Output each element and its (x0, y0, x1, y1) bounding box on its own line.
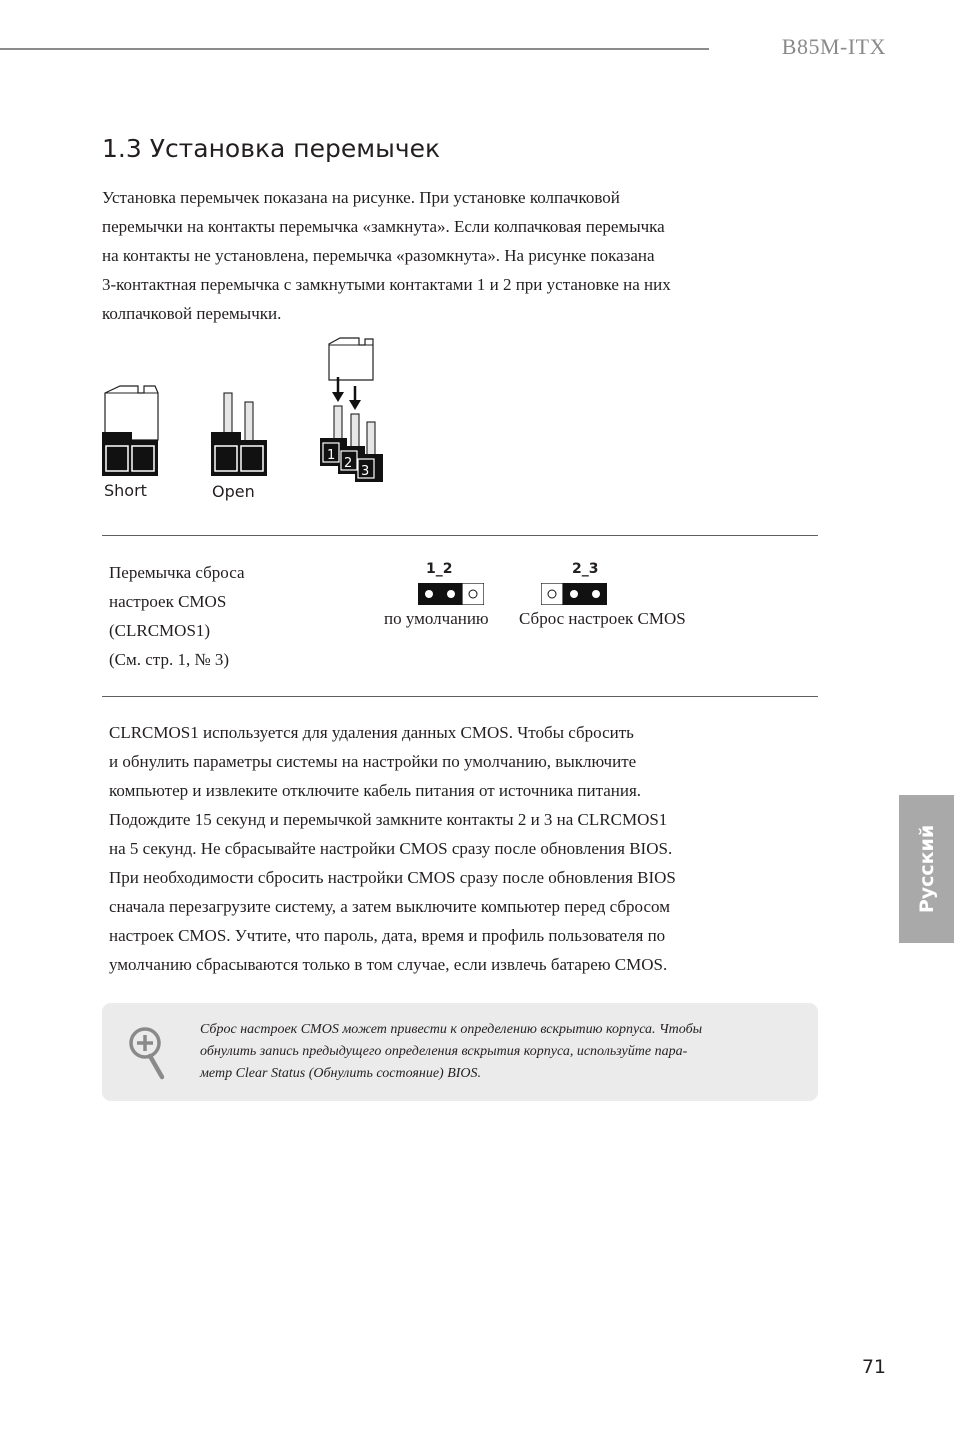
body-line: компьютер и извлеките отключите кабель питания от источника питания. (109, 781, 642, 800)
jumper-name (109, 558, 245, 674)
header-rule (0, 48, 709, 50)
pin-number-1: 1 (327, 448, 336, 463)
page-number: 71 (861, 1356, 886, 1378)
body-line: сначала перезагрузите систему, а затем выключите компьютер перед сбросом (109, 897, 670, 916)
body-line: Подождите 15 секунд и перемычкой замкните контакты 2 и 3 на CLRCMOS1 (109, 810, 668, 829)
intro-line: Установка перемычек показана на рисунке. При установке колпачковой (102, 188, 620, 207)
table-top-rule (102, 535, 818, 536)
intro-line: на контакты не установлена, перемычка «разомкнута». На рисунке показана (102, 246, 655, 265)
jumper-illustration (95, 330, 395, 505)
body-line: на 5 секунд. Не сбрасывайте настройки CMOS сразу после обновления BIOS. (109, 839, 673, 858)
three-pin-jumper (320, 338, 383, 482)
note-line: Сброс настроек CMOS может привести к определению вскрытию корпуса. Чтобы (200, 1022, 703, 1037)
clear-caption: Сброс настроек CMOS (519, 609, 686, 628)
note-text (200, 1019, 702, 1085)
body-line: умолчанию сбрасываются только в том случае, если извлечь батарею CMOS. (109, 955, 668, 974)
default-pins-label: 1_2 (426, 561, 453, 577)
body-line: CLRCMOS1 используется для удаления данных CMOS. Чтобы сбросить (109, 723, 634, 742)
body-paragraph (109, 718, 676, 979)
intro-line: колпачковой перемычки. (102, 304, 282, 323)
table-bottom-rule (102, 696, 818, 697)
pin-number-2: 2 (344, 456, 353, 471)
default-caption: по умолчанию (384, 609, 489, 628)
language-tab (899, 795, 954, 943)
jumper-name-line: (См. стр. 1, № 3) (109, 650, 230, 669)
clear-pin-diagram (541, 583, 607, 605)
note-line: метр Clear Status (Обнулить состояние) BIOS. (200, 1066, 482, 1081)
jumper-name-line: (CLRCMOS1) (109, 621, 211, 640)
clear-pins-label: 2_3 (572, 561, 599, 577)
header-model-name: B85M-ITX (781, 34, 886, 59)
language-tab-label: Русский (915, 824, 938, 914)
open-label: Open (212, 482, 255, 501)
default-pin-diagram (418, 583, 484, 605)
intro-paragraph (102, 183, 671, 328)
intro-line: перемычки на контакты перемычка «замкнута». Если колпачковая перемычка (102, 217, 665, 236)
body-line: и обнулить параметры системы на настройки по умолчанию, выключите (109, 752, 637, 771)
section-title: 1.3 Установка перемычек (102, 134, 441, 163)
body-line: При необходимости сбросить настройки CMOS сразу после обновления BIOS (109, 868, 676, 887)
magnifier-plus-icon (127, 1025, 171, 1081)
jumper-name-line: настроек CMOS (109, 592, 227, 611)
pin-number-3: 3 (361, 464, 370, 479)
open-jumper (211, 393, 267, 476)
short-jumper (102, 386, 158, 476)
body-line: настроек CMOS. Учтите, что пароль, дата, время и профиль пользователя по (109, 926, 666, 945)
note-line: обнулить запись предыдущего определения вскрытия корпуса, используйте пара- (200, 1044, 688, 1059)
short-label: Short (104, 481, 147, 500)
intro-line: 3-контактная перемычка с замкнутыми контактами 1 и 2 при установке на них (102, 275, 671, 294)
jumper-name-line: Перемычка сброса (109, 563, 245, 582)
note-box (102, 1003, 818, 1101)
